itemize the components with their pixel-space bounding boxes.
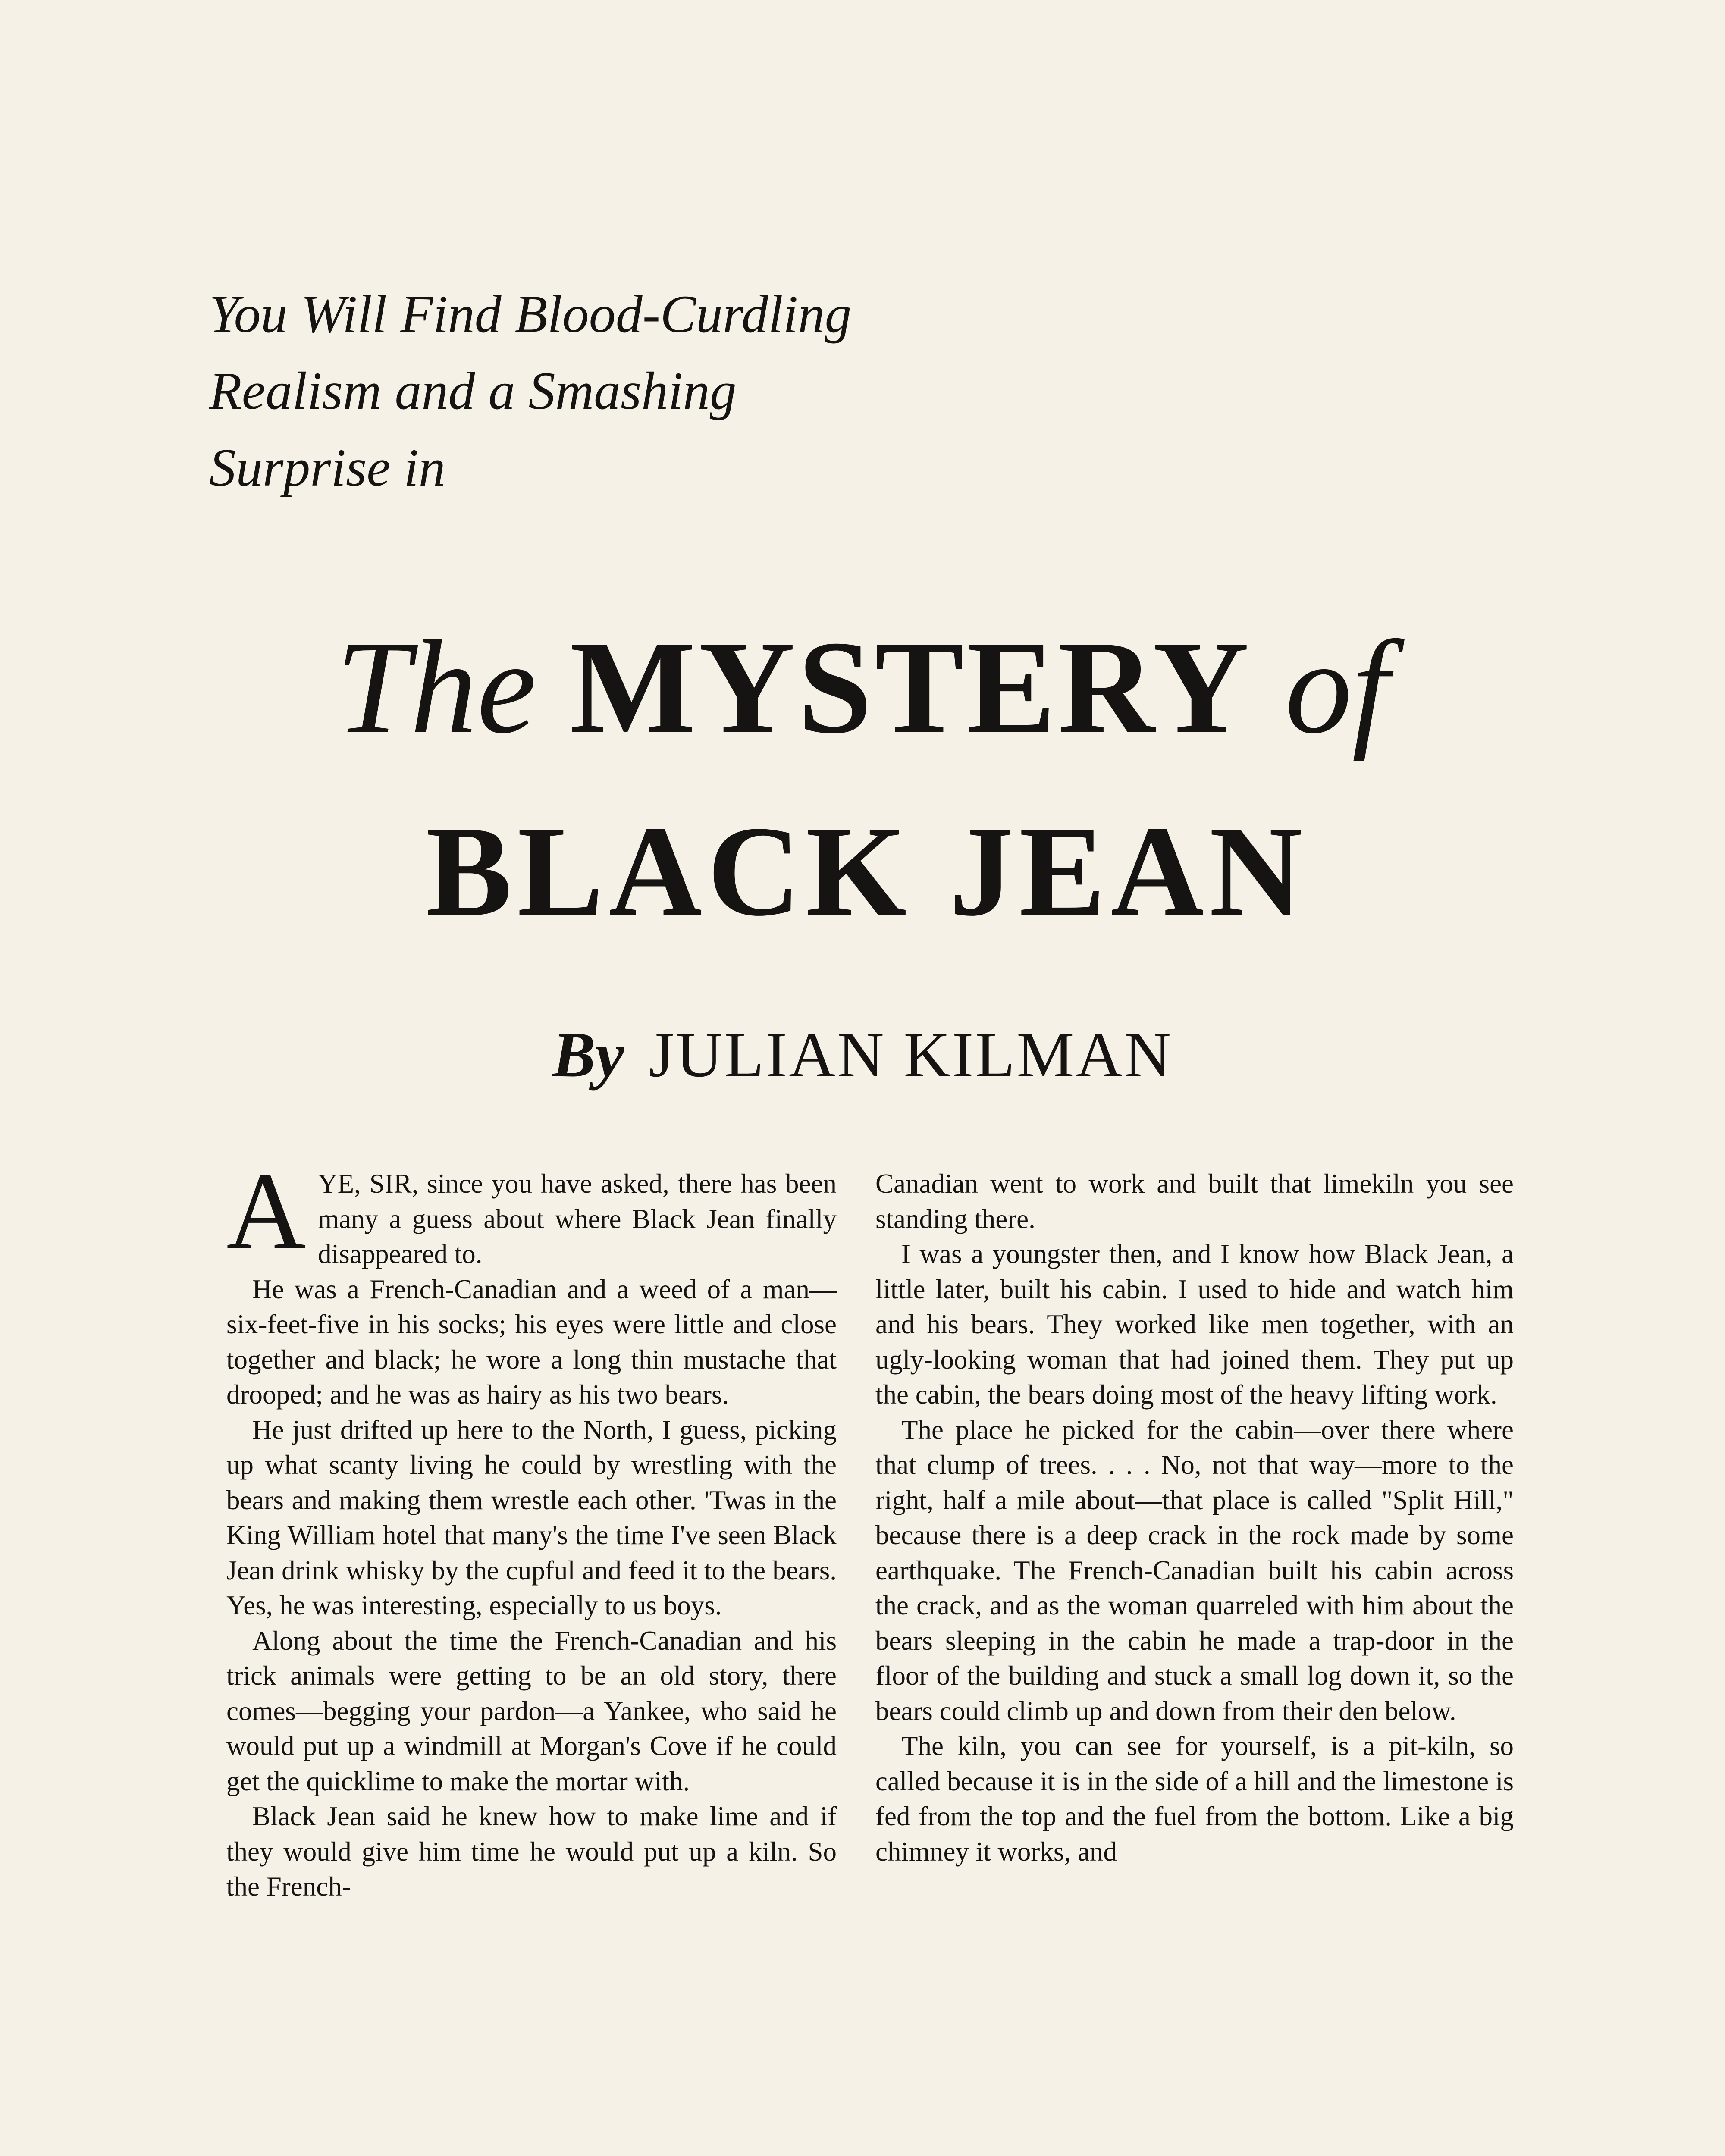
paragraph-8: The place he picked for the cabin—over there where that clump of trees. . . . No, not that way—more to the right, half a mile about—that place is called "Split Hill," because there is a deep crack in the rock made by some earthquake. The French-Canadian built his cabin across the crack, and as the woman quarreled with him about the bears sleeping in the cabin he made a trap-door in the floor of the building and stuck a small log down it, so the bears could climb up and down from their den below.: [875, 1414, 1514, 1726]
drop-cap: A: [226, 1150, 306, 1272]
title-word-mystery: MYSTERY: [570, 614, 1252, 761]
title-word-of: of: [1285, 614, 1389, 761]
story-title: [0, 614, 1725, 943]
byline-author: JULIAN KILMAN: [649, 1019, 1173, 1091]
byline: [0, 1018, 1725, 1092]
paragraph-5: Black Jean said he knew how to make lime and if they would give him time he would put up a kiln. So the French-: [226, 1801, 837, 1902]
teaser-line-1: You Will Find Blood-Curdling: [209, 285, 852, 344]
paragraph-7: I was a youngster then, and I know how Black Jean, a little later, built his cabin. I used to hide and watch him and his bears. They worked like men together, with an ugly-looking woman that had joined them. They put up the cabin, the bears doing most of the heavy lifting work.: [875, 1239, 1514, 1410]
text-column-right: [875, 1166, 1514, 1869]
text-column-left: [226, 1150, 837, 1905]
paragraph-3: He just drifted up here to the North, I guess, picking up what scanty living he could by wrestling with the bears and making them wrestle each other. 'Twas in the King William hotel that many's the time I've seen Black Jean drink whisky by the cupful and feed it to the bears. Yes, he was interesting, especially to us boys.: [226, 1414, 837, 1620]
teaser-blurb: [209, 276, 851, 506]
paragraph-6: Canadian went to work and built that limekiln you see standing there.: [875, 1169, 1514, 1234]
paragraph-1-text: YE, SIR, since you have asked, there has been many a guess about where Black Jean finally disappeared to.: [318, 1169, 837, 1269]
title-line-2: BLACK JEAN: [426, 799, 1308, 943]
teaser-line-3: Surprise in: [209, 438, 445, 497]
paragraph-4: Along about the time the French-Canadian and his trick animals were getting to be an old story, there comes—begging your pardon—a Yankee, who said he would put up a windmill at Morgan's Cove if he could get the quicklime to make the mortar with.: [226, 1625, 837, 1796]
paragraph-2: He was a French-Canadian and a weed of a man—six-feet-five in his socks; his eyes were little and close together and black; he wore a long thin mustache that drooped; and he was as hairy as his two bears.: [226, 1274, 837, 1410]
teaser-line-2: Realism and a Smashing: [209, 361, 737, 420]
paragraph-9: The kiln, you can see for yourself, is a pit-kiln, so called because it is in the side of a hill and the limestone is fed from the top and the fuel from the bottom. Like a big chimney it works, and: [875, 1731, 1514, 1867]
title-line-1: [0, 614, 1725, 761]
title-word-the: The: [336, 614, 536, 761]
byline-by: By: [552, 1019, 624, 1091]
paragraph-1: [226, 1150, 837, 1272]
